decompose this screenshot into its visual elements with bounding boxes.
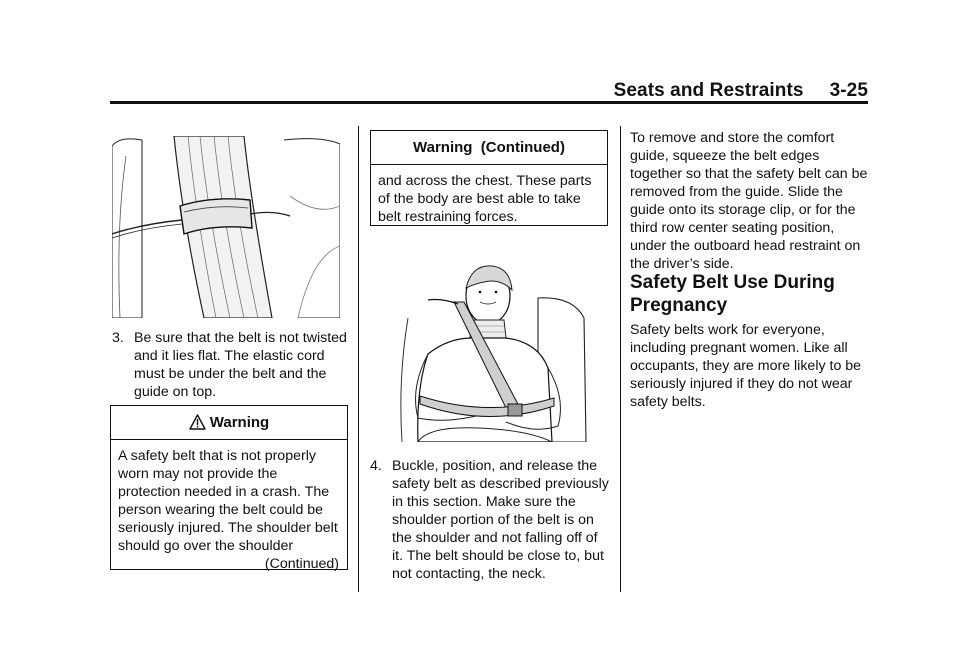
warning-continued-header bbox=[371, 131, 607, 165]
warning-continued-title: Warning (Continued) bbox=[413, 139, 565, 156]
section-title: Seats and Restraints bbox=[613, 80, 804, 101]
warning-title: Warning bbox=[209, 414, 270, 431]
warning-box bbox=[110, 405, 348, 570]
warning-triangle-icon bbox=[189, 414, 206, 430]
warning-continued-box bbox=[370, 130, 608, 226]
warning-continued-body: and across the chest. These parts of the body are best able to take belt restraining forces. bbox=[378, 173, 592, 225]
page-number: 3-25 bbox=[829, 80, 868, 101]
step-number: 3. bbox=[112, 330, 124, 346]
belt-guide-illustration-icon bbox=[112, 136, 340, 318]
warning-body bbox=[111, 440, 347, 579]
warning-header bbox=[111, 406, 347, 440]
step-3 bbox=[112, 329, 348, 401]
warning-text: A safety belt that is not properly worn may not provide the protection needed in a crash. The person wearing the belt could be seriously injured. The shoulder belt should go over the shoulder bbox=[118, 448, 338, 554]
continued-label: (Continued) bbox=[264, 556, 339, 572]
pregnancy-paragraph: Safety belts work for everyone, including pregnant women. Like all occupants, they are more likely to be seriously injured if they do not wear safety belts. bbox=[630, 322, 862, 410]
section-heading: Safety Belt Use During Pregnancy bbox=[630, 272, 835, 316]
page-header bbox=[614, 80, 868, 102]
column-divider-right bbox=[620, 126, 621, 592]
comfort-guide-paragraph: To remove and store the comfort guide, squeeze the belt edges together so that the safety belt can be removed from the guide. Slide the guide onto its storage clip, or for the third row center seating position, under the outboard head restraint on the driver’s side. bbox=[630, 130, 868, 272]
step-4 bbox=[370, 457, 610, 583]
step-text: Be sure that the belt is not twisted and it lies flat. The elastic cord must be under the belt and the guide on top. bbox=[134, 330, 347, 400]
step-number: 4. bbox=[370, 458, 382, 474]
step-text: Buckle, position, and release the safety belt as described previously in this section. Make sure the shoulder portion of the belt is on the shoulder and not falling off of it. The belt should be close to, but not contacting, the neck. bbox=[392, 458, 609, 582]
seated-occupant-illustration-icon bbox=[388, 258, 588, 442]
header-rule bbox=[110, 101, 868, 104]
column-divider-left bbox=[358, 126, 359, 592]
